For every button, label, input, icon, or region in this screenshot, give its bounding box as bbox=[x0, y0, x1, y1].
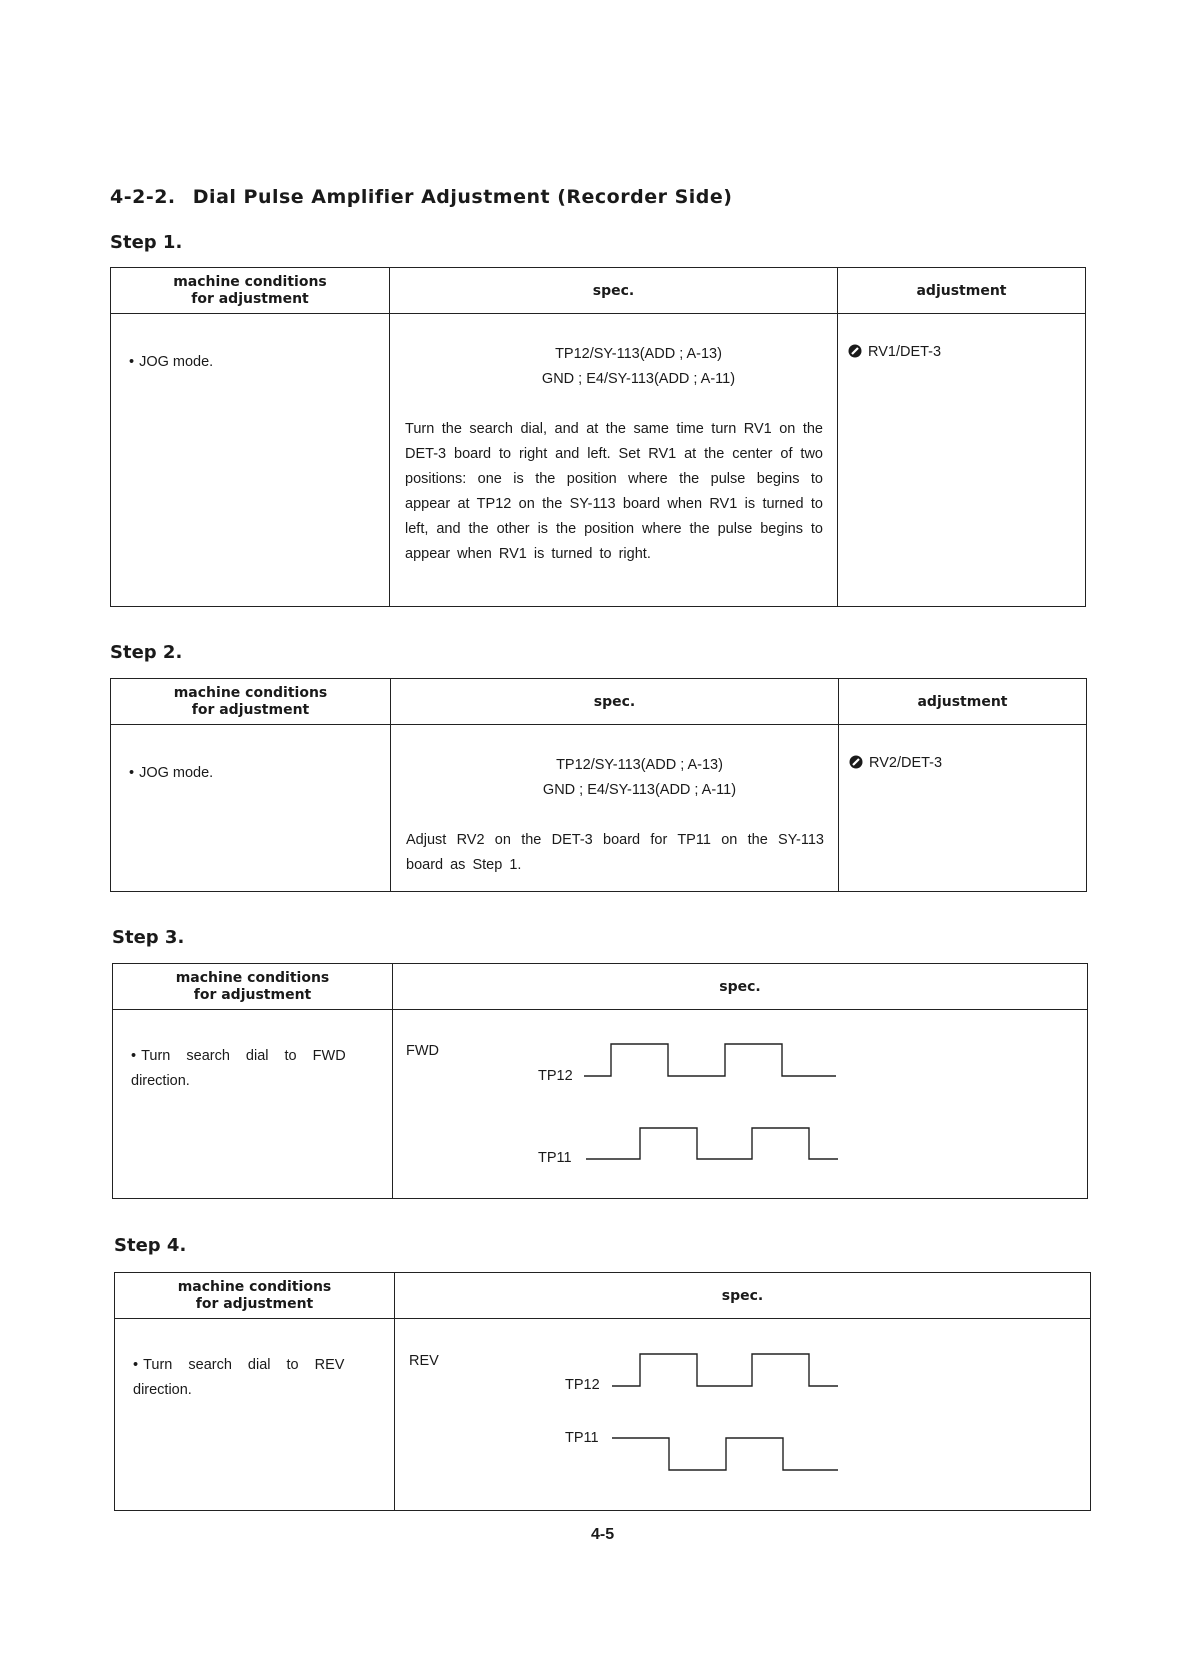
conditions-header-line1: machine conditions bbox=[175, 969, 330, 986]
step-1-adjustment: RV1/DET-3 bbox=[868, 344, 942, 360]
step-2-spec-line-2: GND ; E4/SY-113(ADD ; A-11) bbox=[542, 782, 737, 798]
page-number: 4-5 bbox=[591, 1526, 615, 1543]
spec-header: spec. bbox=[395, 1273, 1091, 1319]
bullet-icon: • bbox=[131, 1048, 137, 1064]
step-2-spec-line-1: TP12/SY-113(ADD ; A-13) bbox=[556, 757, 723, 773]
bullet-icon: • bbox=[133, 1357, 139, 1373]
step-2-spec-text: Adjust RV2 on the DET-3 board for TP11 on the SY-113 board as Step 1. bbox=[406, 832, 824, 873]
step-4-direction: REV bbox=[409, 1353, 439, 1369]
section-title: Dial Pulse Amplifier Adjustment (Recorder Side) bbox=[192, 186, 733, 208]
step-4-title: Step 4. bbox=[114, 1235, 187, 1256]
conditions-header-line1: machine conditions bbox=[177, 1278, 332, 1295]
bullet-icon: • bbox=[129, 765, 135, 781]
bullet-icon: • bbox=[129, 354, 135, 370]
step-4-signal-b-label: TP11 bbox=[565, 1430, 599, 1446]
step-3-signal-a-label: TP12 bbox=[538, 1068, 573, 1084]
step-4-tp12-waveform bbox=[612, 1354, 838, 1386]
conditions-header-line1: machine conditions bbox=[173, 273, 327, 290]
conditions-header-line2: for adjustment bbox=[195, 1295, 314, 1312]
step-4-signal-a-label: TP12 bbox=[565, 1377, 600, 1393]
adjustment-header: adjustment bbox=[838, 268, 1086, 314]
step-2-title: Step 2. bbox=[110, 642, 183, 663]
step-1-condition: JOG mode. bbox=[139, 354, 214, 370]
adjustment-header: adjustment bbox=[839, 679, 1087, 725]
step-1-title: Step 1. bbox=[110, 232, 183, 253]
step-4-tp11-waveform bbox=[612, 1438, 838, 1470]
step-3-title: Step 3. bbox=[112, 927, 185, 948]
step-1-spec-line-2: GND ; E4/SY-113(ADD ; A-11) bbox=[541, 371, 736, 387]
step-4-condition: Turn search dial to REV direction. bbox=[133, 1357, 345, 1398]
step-2-adjustment: RV2/DET-3 bbox=[869, 755, 943, 771]
step-2-condition: JOG mode. bbox=[139, 765, 214, 781]
step-3-condition: Turn search dial to FWD direction. bbox=[131, 1048, 346, 1089]
spec-header: spec. bbox=[391, 679, 839, 725]
conditions-header-line2: for adjustment bbox=[191, 290, 309, 307]
step-3-signal-b-label: TP11 bbox=[538, 1150, 572, 1166]
step-3-direction: FWD bbox=[406, 1043, 440, 1059]
section-number: 4-2-2. bbox=[110, 186, 176, 208]
conditions-header-line2: for adjustment bbox=[193, 986, 312, 1003]
conditions-header-line1: machine conditions bbox=[173, 684, 328, 701]
conditions-header-line2: for adjustment bbox=[191, 701, 310, 718]
step-1-spec-text: Turn the search dial, and at the same time turn RV1 on the DET-3 board to right and left. Set RV1 at the center of two positions: one is the position where the pulse begins to appear at TP12 on the SY-113 board when RV1 is turned to left, and the other is the position where the pulse begins to appear when RV1 is turned to right. bbox=[405, 421, 823, 562]
spec-header: spec. bbox=[390, 268, 838, 314]
step-1-spec-line-1: TP12/SY-113(ADD ; A-13) bbox=[555, 346, 722, 362]
spec-header: spec. bbox=[393, 964, 1088, 1010]
